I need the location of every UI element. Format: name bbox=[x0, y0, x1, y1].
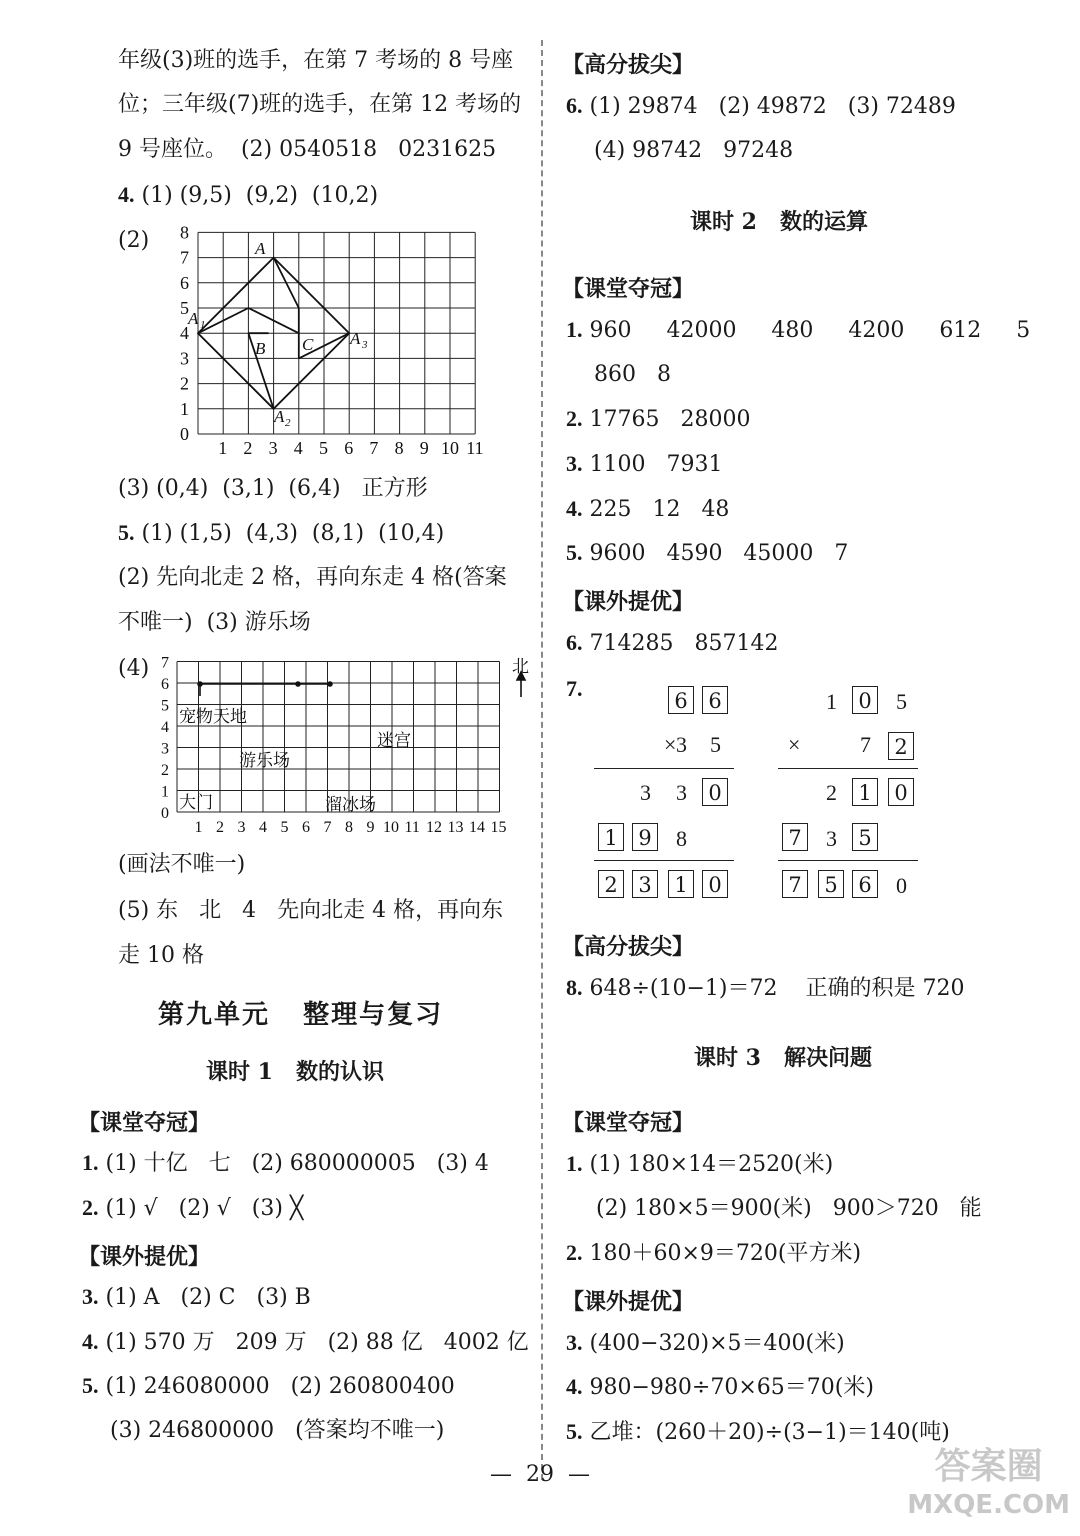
r-q6a: 6. (1) 29874 (2) 49872 (3) 72489 bbox=[566, 93, 956, 119]
x-tick-label: 3 bbox=[237, 819, 246, 836]
y-tick-label: 0 bbox=[180, 424, 189, 444]
m2-digit: 1 bbox=[826, 689, 837, 714]
label-A1: A bbox=[188, 309, 199, 328]
x-tick-label: 8 bbox=[345, 819, 353, 836]
lesson3-title: 课时 3 解决问题 bbox=[694, 1045, 872, 1071]
m2-box: 0 bbox=[888, 778, 914, 806]
q5-part1: 5. (1) (1,5) (4,3) (8,1) (10,4) bbox=[118, 520, 445, 546]
x-tick-label: 6 bbox=[302, 819, 310, 836]
page-number: — 29 — bbox=[490, 1462, 590, 1487]
l1-q2: 2. (1) √ (2) √ (3) ╳ bbox=[82, 1195, 304, 1221]
m2-digit: 5 bbox=[896, 689, 907, 714]
place-park: 游乐场 bbox=[239, 751, 290, 770]
l2-q4: 4. 225 12 48 bbox=[566, 496, 730, 522]
m2-rule bbox=[778, 768, 918, 769]
y-tick-label: 3 bbox=[161, 740, 169, 758]
x-tick-label: 7 bbox=[369, 438, 379, 458]
x-tick-label: 9 bbox=[419, 438, 429, 458]
x-tick-label: 9 bbox=[366, 819, 375, 836]
m2-box: 1 bbox=[852, 778, 878, 806]
x-tick-label: 13 bbox=[447, 819, 464, 836]
section-extra-1: 【课外提优】 bbox=[78, 1244, 211, 1270]
m1-box: 6 bbox=[668, 686, 694, 714]
m2-box: 6 bbox=[852, 870, 878, 898]
label-A: A bbox=[255, 239, 266, 258]
m2-times: × bbox=[788, 732, 801, 757]
x-tick-label: 11 bbox=[404, 819, 420, 836]
m2-box: 0 bbox=[852, 686, 878, 714]
q5-part5b: 走 10 格 bbox=[118, 943, 204, 968]
q5-part5a: (5) 东 北 4 先向北走 4 格，再向东 bbox=[118, 898, 504, 923]
lesson2-title: 课时 2 数的运算 bbox=[690, 209, 868, 235]
x-tick-label: 5 bbox=[280, 819, 289, 836]
q5-part2a: (2) 先向北走 2 格，再向东走 4 格(答案 bbox=[118, 565, 507, 590]
m2-box: 5 bbox=[852, 823, 878, 851]
column-divider bbox=[541, 40, 543, 1480]
m1-rule bbox=[594, 768, 734, 769]
q4-part2-label: (2) bbox=[118, 228, 150, 253]
y-tick-label: 2 bbox=[161, 762, 169, 779]
l1-q4: 4. (1) 570 万 209 万 (2) 88 亿 4002 亿 bbox=[82, 1329, 529, 1355]
m1-rule bbox=[594, 860, 734, 861]
x-tick-label: 10 bbox=[383, 819, 399, 836]
m2-digit: 0 bbox=[896, 873, 907, 898]
y-tick-label: 6 bbox=[180, 272, 189, 293]
l2-q1a: 1. 960 42000 480 4200 612 5 bbox=[566, 317, 1031, 343]
label-A3: A bbox=[350, 329, 361, 348]
q5-part4-label: (4) bbox=[118, 656, 150, 681]
l3-q3: 3. (400−320)×5＝400(米) bbox=[566, 1330, 845, 1356]
y-tick-label: 7 bbox=[180, 247, 189, 268]
l2-q6: 6. 714285 857142 bbox=[566, 630, 779, 656]
l3-q4: 4. 980−980÷70×65＝70(米) bbox=[566, 1374, 874, 1400]
y-tick-label: 4 bbox=[180, 323, 189, 344]
left-line-2: 位；三年级(7)班的选手，在第 12 考场的 bbox=[118, 92, 522, 117]
l1-q1: 1. (1) 十亿 七 (2) 680000005 (3) 4 bbox=[82, 1150, 489, 1176]
x-tick-label: 2 bbox=[216, 819, 224, 836]
m1-box: 1 bbox=[668, 870, 694, 898]
l3-q1-part2: (2) 180×5＝900(米) 900＞720 能 bbox=[596, 1196, 982, 1221]
section-classroom-3: 【课堂夺冠】 bbox=[562, 1110, 695, 1136]
note-drawing: (画法不唯一) bbox=[118, 852, 246, 877]
m1-box: 1 bbox=[598, 823, 624, 851]
x-tick-label: 11 bbox=[466, 438, 484, 458]
y-tick-label: 1 bbox=[161, 783, 169, 801]
m1-times: × bbox=[664, 732, 677, 757]
m1-digit: 5 bbox=[710, 732, 721, 757]
label-A1-sub: 1 bbox=[200, 319, 206, 331]
l2-q7-label: 7. bbox=[566, 676, 583, 701]
unit-title: 第九单元 整理与复习 bbox=[158, 1000, 444, 1030]
q4-part3: (3) (0,4) (3,1) (6,4) 正方形 bbox=[118, 476, 428, 501]
m1-box: 3 bbox=[632, 870, 658, 898]
x-tick-label: 6 bbox=[344, 438, 354, 458]
l2-q1b: 860 8 bbox=[594, 362, 671, 387]
m1-digit: 8 bbox=[676, 826, 687, 851]
q5-part2b: 不唯一) (3) 游乐场 bbox=[118, 610, 311, 635]
m2-rule bbox=[778, 860, 918, 861]
l2-q3: 3. 1100 7931 bbox=[566, 451, 723, 477]
place-gate: 大门 bbox=[179, 793, 213, 812]
place-pet: 宠物天地 bbox=[179, 707, 247, 726]
y-tick-label: 3 bbox=[180, 348, 189, 369]
section-classroom-2: 【课堂夺冠】 bbox=[562, 276, 695, 302]
y-tick-label: 5 bbox=[161, 697, 169, 715]
m1-box: 0 bbox=[702, 870, 728, 898]
section-extra-3: 【课外提优】 bbox=[562, 1289, 695, 1315]
m1-box: 9 bbox=[632, 823, 658, 851]
l2-q8: 8. 648÷(10−1)＝72 正确的积是 720 bbox=[566, 975, 965, 1001]
left-line-3: 9 号座位。 (2) 0540518 0231625 bbox=[118, 137, 497, 162]
m1-digit: 3 bbox=[676, 732, 687, 757]
x-tick-label: 15 bbox=[490, 819, 507, 836]
m2-box: 2 bbox=[888, 732, 914, 760]
x-tick-label: 12 bbox=[426, 819, 442, 836]
x-tick-label: 4 bbox=[259, 819, 267, 836]
x-tick-label: 8 bbox=[394, 438, 404, 458]
y-tick-label: 0 bbox=[161, 805, 169, 822]
x-tick-label: 2 bbox=[243, 438, 253, 458]
section-top-right: 【高分拔尖】 bbox=[562, 52, 695, 78]
coordinate-graph-2 bbox=[155, 652, 540, 837]
m1-box: 6 bbox=[702, 686, 728, 714]
x-tick-label: 4 bbox=[293, 438, 303, 458]
north-label: 北 bbox=[512, 657, 529, 676]
m2-box: 7 bbox=[782, 870, 808, 898]
section-classroom-1: 【课堂夺冠】 bbox=[78, 1110, 211, 1136]
x-tick-label: 10 bbox=[441, 438, 459, 458]
r-q6b: (4) 98742 97248 bbox=[594, 138, 794, 163]
section-extra-2: 【课外提优】 bbox=[562, 589, 695, 615]
l1-q3: 3. (1) A (2) C (3) B bbox=[82, 1284, 311, 1310]
m2-box: 5 bbox=[818, 870, 844, 898]
x-tick-label: 7 bbox=[323, 819, 332, 836]
y-tick-label: 4 bbox=[161, 719, 169, 736]
label-A3-sub: 3 bbox=[362, 339, 368, 351]
left-line-1: 年级(3)班的选手，在第 7 考场的 8 号座 bbox=[118, 48, 514, 73]
x-tick-label: 14 bbox=[469, 819, 485, 836]
m2-box: 7 bbox=[782, 823, 808, 851]
m1-digit: 3 bbox=[676, 780, 687, 805]
y-tick-label: 6 bbox=[161, 676, 169, 693]
y-tick-label: 7 bbox=[161, 654, 169, 672]
x-tick-label: 1 bbox=[218, 438, 228, 458]
label-B: B bbox=[255, 339, 266, 358]
l3-q5: 5. 乙堆：(260＋20)÷(3−1)＝140(吨) bbox=[566, 1419, 950, 1445]
label-A2-sub: 2 bbox=[285, 417, 291, 429]
l1-q5-part3: (3) 246800000 (答案均不唯一) bbox=[110, 1418, 445, 1443]
y-tick-label: 8 bbox=[180, 222, 189, 243]
m1-box: 0 bbox=[702, 778, 728, 806]
label-A2: A bbox=[274, 407, 285, 426]
q4-part1: 4. (1) (9,5) (9,2) (10,2) bbox=[118, 182, 379, 208]
l2-q5: 5. 9600 4590 45000 7 bbox=[566, 540, 849, 566]
label-C: C bbox=[302, 335, 314, 354]
x-tick-label: 1 bbox=[194, 819, 203, 836]
m2-digit: 3 bbox=[826, 826, 837, 851]
place-rink: 溜冰场 bbox=[325, 795, 376, 814]
m1-digit: 3 bbox=[640, 780, 651, 805]
x-tick-label: 3 bbox=[268, 438, 278, 458]
l2-q2: 2. 17765 28000 bbox=[566, 406, 751, 432]
l3-q2: 2. 180＋60×9＝720(平方米) bbox=[566, 1240, 862, 1266]
m1-box: 2 bbox=[598, 870, 624, 898]
y-tick-label: 5 bbox=[180, 298, 189, 318]
watermark-logo: 答案圈 MXQE.COM bbox=[907, 1446, 1070, 1520]
y-tick-label: 1 bbox=[180, 398, 189, 419]
lesson1-title: 课时 1 数的认识 bbox=[206, 1059, 384, 1085]
x-tick-label: 5 bbox=[319, 438, 328, 458]
m2-digit: 7 bbox=[860, 732, 871, 757]
y-tick-label: 2 bbox=[180, 373, 189, 394]
l1-q5: 5. (1) 246080000 (2) 260800400 bbox=[82, 1373, 455, 1399]
coordinate-graph-1 bbox=[170, 222, 500, 462]
l3-q1: 1. (1) 180×14＝2520(米) bbox=[566, 1151, 834, 1177]
m2-digit: 2 bbox=[826, 780, 837, 805]
place-maze: 迷宫 bbox=[377, 731, 411, 750]
section-top-right-2: 【高分拔尖】 bbox=[562, 934, 695, 960]
